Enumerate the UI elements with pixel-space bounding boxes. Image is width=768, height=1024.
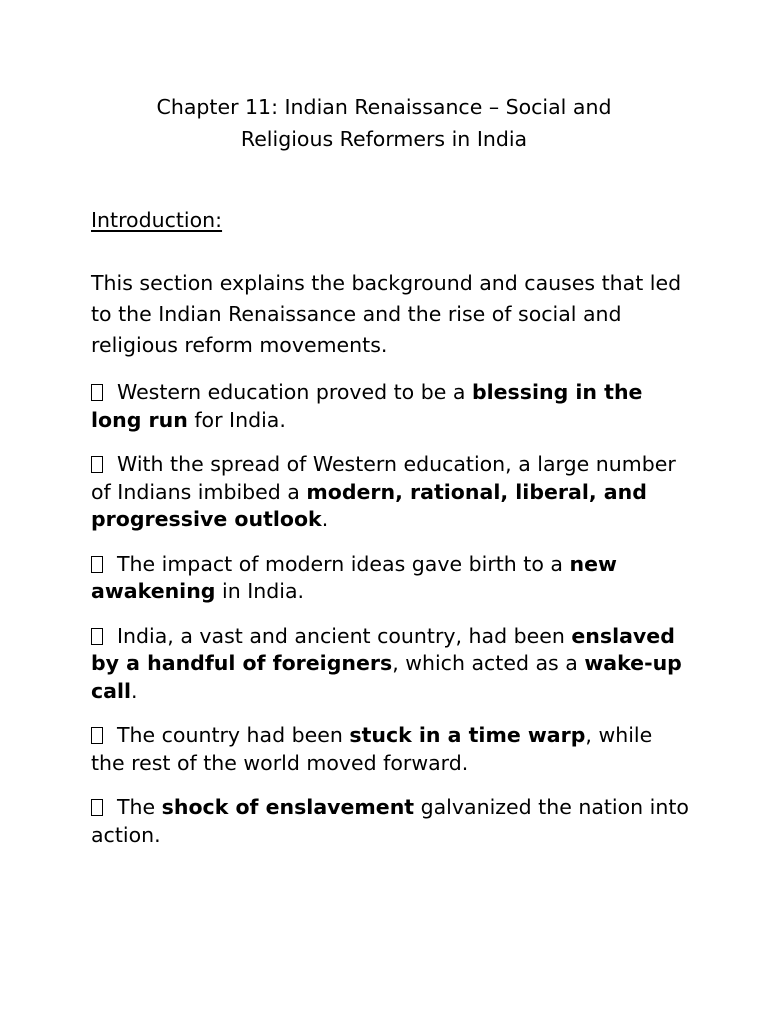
bullet-text: India, a vast and ancient country, had been (117, 623, 572, 648)
bullet-box-icon (91, 384, 103, 401)
bullet-item (91, 379, 691, 434)
bullet-bold-text: stuck in a time warp (349, 723, 586, 747)
bullet-text: The country had been (117, 723, 350, 747)
bullet-text: With the spread of Western education, a large number of Indians imbibed a (91, 452, 676, 504)
bullet-item (91, 794, 691, 849)
bullet-text: . (321, 507, 329, 531)
bullet-item (91, 623, 691, 706)
bullet-bold-text: blessing in the long run (91, 380, 643, 432)
bullet-bold-text: shock of enslavement (161, 795, 415, 819)
bullet-text: for India. (187, 407, 286, 432)
bullet-item (91, 451, 691, 534)
bullet-text: galvanized the nation into action. (91, 795, 689, 847)
bullet-text: , while the rest of the world moved forward. (91, 723, 653, 775)
chapter-title-line-1: Chapter 11: Indian Renaissance – Social and (156, 95, 612, 119)
bullet-bold-text: new awakening (91, 551, 617, 603)
bullet-text: , which acted as a (392, 651, 585, 675)
bullet-box-icon (91, 456, 103, 473)
chapter-title-line-2: Religious Reformers in India (240, 127, 528, 151)
bullet-item (91, 551, 691, 606)
bullet-item (91, 722, 691, 777)
bullet-bold-text: modern, rational, liberal, and progressive outlook (91, 479, 647, 531)
bullet-text: . (131, 678, 138, 703)
bullet-list (91, 379, 691, 866)
bullet-text: The impact of modern ideas gave birth to a (117, 551, 570, 576)
bullet-text: The (117, 795, 162, 819)
bullet-text: Western education proved to be a (117, 380, 472, 404)
intro-paragraph: This section explains the background and causes that led to the Indian Renaissance and the rise of social and religious reform movements. (91, 271, 682, 357)
bullet-box-icon (91, 628, 103, 645)
bullet-text: in India. (215, 579, 305, 603)
bullet-box-icon (91, 727, 103, 744)
bullet-box-icon (91, 799, 103, 816)
section-heading: Introduction: (91, 208, 223, 232)
bullet-bold-text: enslaved by a handful of foreigners (91, 623, 675, 675)
bullet-bold-text: wake-up call (91, 651, 682, 703)
chapter-title (90, 91, 678, 155)
bullet-box-icon (91, 556, 103, 573)
